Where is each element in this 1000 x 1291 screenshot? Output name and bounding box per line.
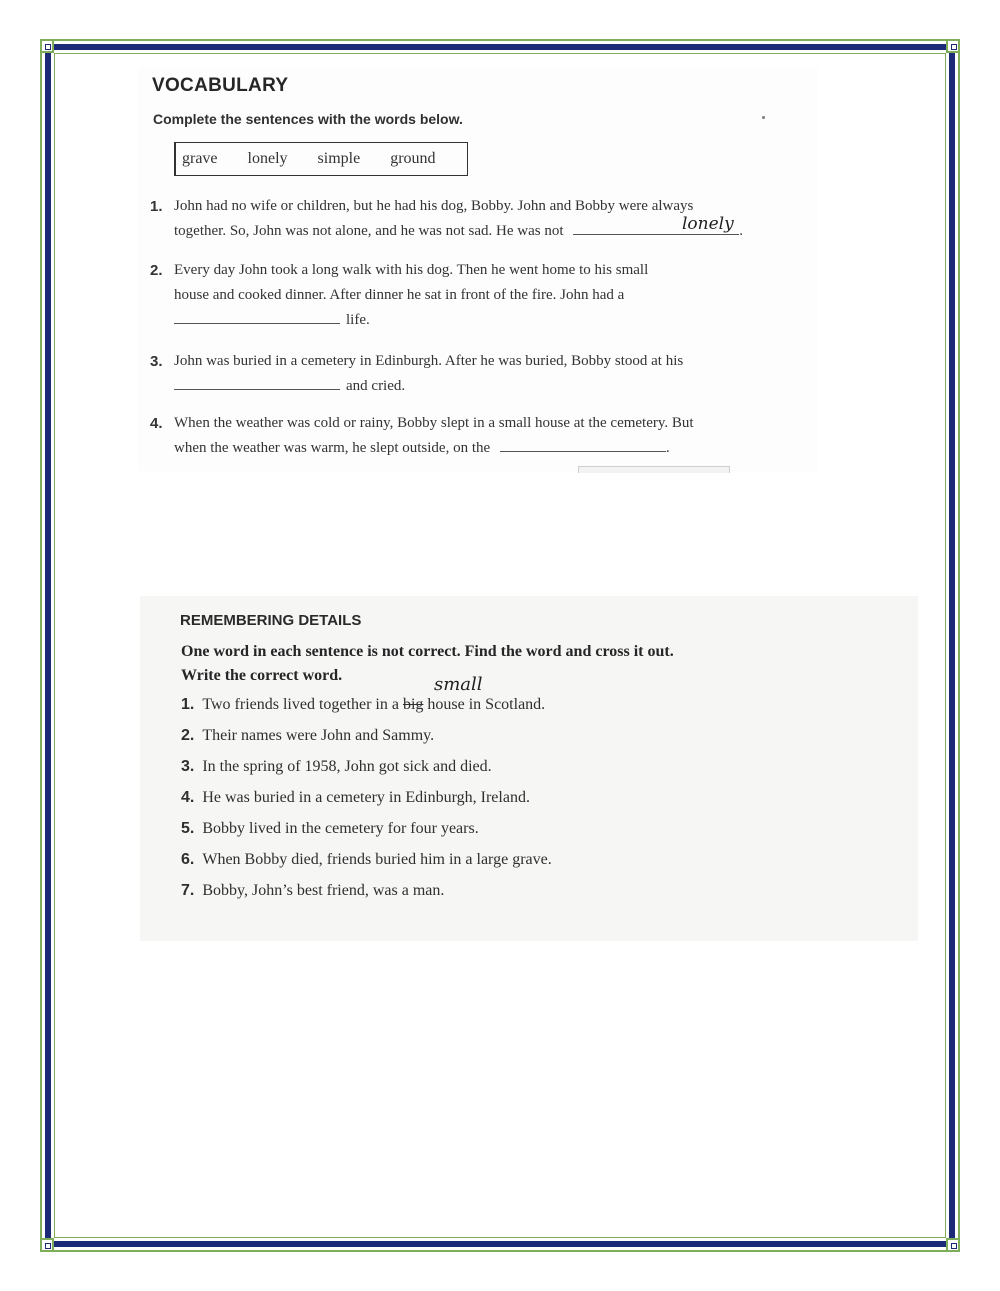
item-text[interactable]: Bobby, John’s best friend, was a man.	[202, 882, 445, 899]
question-text-line	[150, 374, 800, 399]
word-bank	[174, 142, 468, 176]
item-text: Two friends lived together in a	[202, 696, 399, 713]
question-number: 3.	[150, 353, 163, 370]
details-item-4	[181, 789, 530, 807]
answer-blank[interactable]	[174, 309, 340, 324]
handwritten-answer: lonely	[682, 214, 734, 234]
item-text[interactable]: Bobby lived in the cemetery for four years.	[202, 820, 479, 837]
answer-blank[interactable]	[500, 437, 666, 452]
question-text: together. So, John was not alone, and he was not sad. He was not	[174, 223, 564, 239]
crossed-out-word[interactable]: big	[402, 696, 424, 713]
vocabulary-question-3	[150, 349, 800, 399]
details-item-2	[181, 727, 434, 745]
scan-edge-artifact	[578, 466, 730, 473]
word-bank-item: ground	[390, 150, 436, 167]
question-text: and cried.	[346, 378, 406, 394]
instruction-line: One word in each sentence is not correct. Find the word and cross it out.	[181, 643, 674, 660]
question-text-line: Every day John took a long walk with his dog. Then he went home to his small	[174, 262, 649, 278]
item-number: 3.	[181, 758, 195, 775]
scan-speck	[762, 116, 765, 119]
sentence-end: .	[665, 440, 670, 456]
item-number: 4.	[181, 789, 195, 806]
question-text: life.	[346, 312, 370, 328]
word-bank-item: lonely	[247, 150, 288, 167]
question-text-line: John had no wife or children, but he had his dog, Bobby. John and Bobby were always	[174, 198, 694, 214]
border-corner-ornament	[946, 1238, 960, 1252]
item-number: 5.	[181, 820, 195, 837]
details-item-3	[181, 758, 492, 776]
question-number: 1.	[150, 198, 163, 215]
border-corner-ornament	[40, 39, 54, 53]
item-number: 6.	[181, 851, 195, 868]
border-corner-ornament	[946, 39, 960, 53]
item-text[interactable]: When Bobby died, friends buried him in a large grave.	[202, 851, 552, 868]
question-number: 2.	[150, 262, 163, 279]
details-heading: REMEMBERING DETAILS	[180, 612, 362, 629]
item-number: 7.	[181, 882, 195, 899]
answer-blank[interactable]	[174, 375, 340, 390]
instruction-line: Write the correct word.	[181, 667, 343, 684]
vocabulary-heading: VOCABULARY	[152, 75, 289, 96]
vocabulary-question-2	[150, 258, 800, 333]
details-instruction	[181, 640, 674, 688]
word-bank-item: grave	[182, 150, 218, 167]
details-item-5	[181, 820, 479, 838]
item-text: house in Scotland.	[427, 696, 546, 713]
details-item-6	[181, 851, 552, 869]
vocabulary-instruction: Complete the sentences with the words below.	[153, 111, 463, 127]
border-corner-ornament	[40, 1238, 54, 1252]
question-text: when the weather was warm, he slept outside, on the	[174, 440, 491, 456]
item-text[interactable]: In the spring of 1958, John got sick and died.	[202, 758, 492, 775]
question-number: 4.	[150, 415, 163, 432]
question-text-line	[150, 308, 800, 333]
item-number: 2.	[181, 727, 195, 744]
item-number: 1.	[181, 696, 195, 713]
item-text[interactable]: Their names were John and Sammy.	[202, 727, 435, 744]
item-text[interactable]: He was buried in a cemetery in Edinburgh, Ireland.	[202, 789, 530, 806]
details-item-7	[181, 882, 444, 900]
details-item-1	[181, 696, 545, 714]
vocabulary-question-4	[150, 411, 800, 461]
question-text-line	[150, 436, 800, 461]
question-text-line: house and cooked dinner. After dinner he sat in front of the fire. John had a	[174, 287, 625, 303]
handwritten-correction: small	[434, 674, 483, 695]
sentence-end: .	[739, 223, 744, 239]
question-text-line: When the weather was cold or rainy, Bobby slept in a small house at the cemetery. But	[174, 415, 694, 431]
question-text-line: John was buried in a cemetery in Edinburgh. After he was buried, Bobby stood at his	[174, 353, 684, 369]
word-bank-item: simple	[317, 150, 361, 167]
